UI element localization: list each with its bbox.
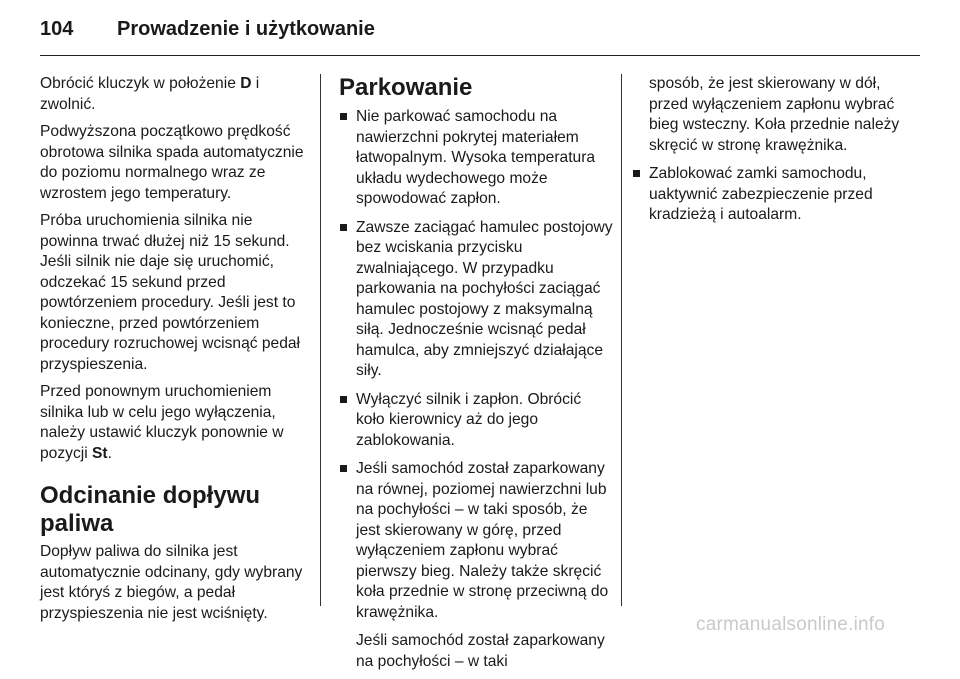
watermark: carmanualsonline.info (696, 614, 886, 635)
list-item: Zablokować zamki samochodu, uaktywnić zabezpieczenie przed kradzieżą i autoalarm. (632, 164, 907, 226)
column-divider-2 (621, 74, 622, 606)
paragraph-fuel-cutoff: Dopływ paliwa do silnika jest automatycznie odcinany, gdy wybrany jest któryś z biegów, a pedał przyspieszenia nie jest wciśnięty. (40, 543, 303, 622)
list-item: Nie parkować samochodu na nawierzchni pokrytej materiałem łatwopalnym. Wysoka temperatura układu wydechowego może spowodować zapłon. (339, 107, 613, 210)
list-item: Wyłączyć silnik i zapłon. Obrócić koło kierownicy aż do jego zablokowania. (339, 390, 613, 452)
paragraph-restart: Przed ponownym uruchomieniem silnika lub w celu jego wyłączenia, należy ustawić kluczyk ponownie w pozycji St. (40, 383, 284, 462)
square-bullet-icon (340, 224, 347, 231)
column-divider-1 (320, 74, 321, 606)
list-item: Zawsze zaciągać hamulec postojowy bez wciskania przycisku zwalniającego. W przypadku parkowania na pochyłości zaciągać hamulec postojowy z maksymalną siłą. Jednocześnie wcisnąć pedał hamulca, aby zmniejszyć działające siły. (339, 218, 613, 382)
page-header (40, 18, 375, 41)
square-bullet-icon (340, 396, 347, 403)
section-heading-parking: Parkowanie (339, 74, 473, 101)
square-bullet-icon (633, 170, 640, 177)
paragraph-idle-speed: Podwyższona początkowo prędkość obrotowa silnika spada automatycznie do poziomu normalnego wraz ze wzrostem jego temperatury. (40, 123, 304, 202)
column-3 (632, 74, 907, 234)
square-bullet-icon (340, 113, 347, 120)
position-st: St (92, 444, 108, 462)
list-item: Jeśli samochód został zaparkowany na równej, poziomej nawierzchni lub na pochyłości – w taki sposób, że jest skierowany w górę, przed wyłączeniem zapłonu wybrać pierwszy bieg. Należy także skręcić koła przednie w stronę przeciwną do krawężnika. (339, 459, 613, 623)
page-title: Prowadzenie i użytkowanie (117, 18, 375, 40)
square-bullet-icon (340, 465, 347, 472)
column-2 (339, 74, 613, 679)
position-d: D (240, 75, 252, 92)
paragraph-ignition: Obrócić kluczyk w położenie D i zwolnić. (40, 75, 260, 113)
parking-list (339, 107, 613, 623)
paragraph-downhill-continued: sposób, że jest skierowany w dół, przed wyłączeniem zapłonu wybrać bieg wsteczny. Koła przednie należy skręcić w stronę krawężnika. (649, 75, 900, 154)
column-1 (40, 74, 312, 631)
section-heading-fuel-cutoff: Odcinanie dopływu paliwa (40, 482, 261, 537)
parking-list-continued (632, 164, 907, 226)
page-number: 104 (40, 18, 74, 40)
paragraph-start-attempt: Próba uruchomienia silnika nie powinna trwać dłużej niż 15 sekund. Jeśli silnik nie daje się uruchomić, odczekać 15 sekund przed powtórzeniem procedury. Jeśli jest to konieczne, przed powtórzeniem procedury rozruchowej wcisnąć pedał przyspieszenia. (40, 212, 301, 373)
paragraph-downhill: Jeśli samochód został zaparkowany na pochyłości – w taki (356, 632, 605, 670)
header-rule (40, 55, 920, 56)
